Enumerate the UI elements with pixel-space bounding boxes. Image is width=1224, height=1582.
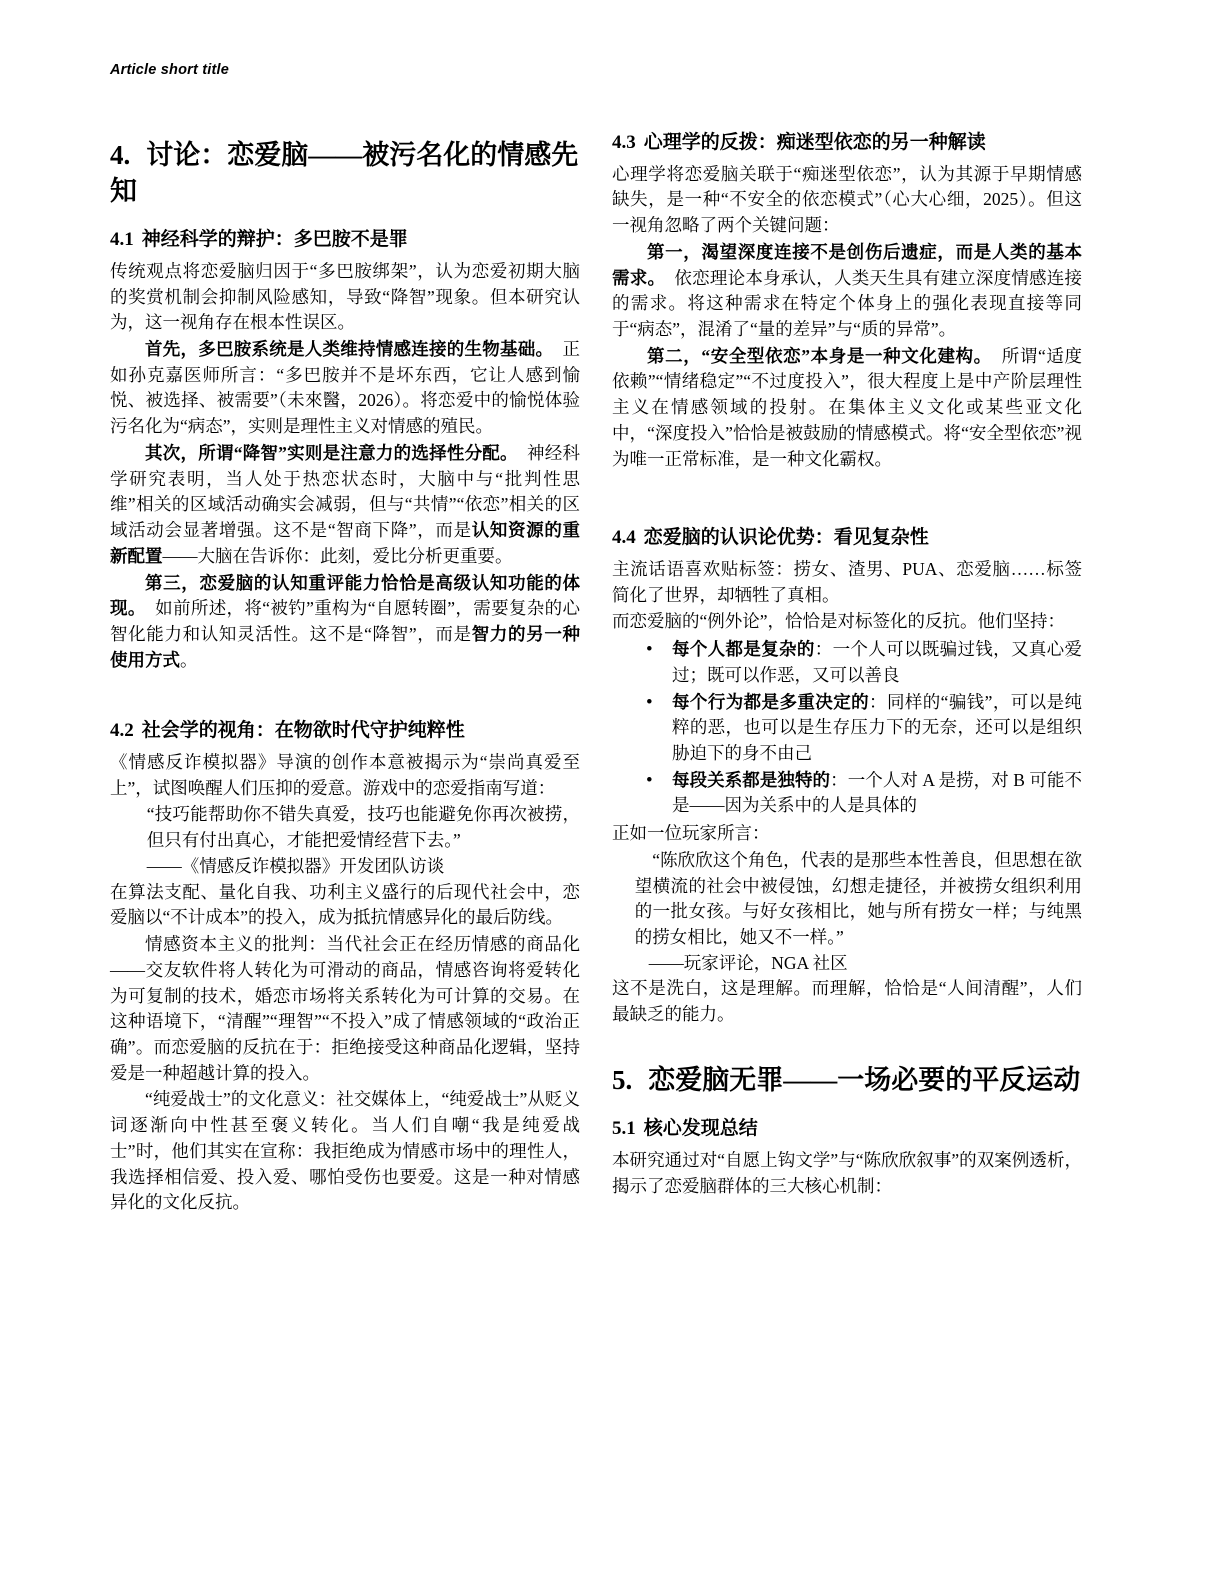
paragraph-text: 神经科学研究表明，当人处于热恋状态时，大脑中与“批判性思维”相关的区域活动确实会减弱，但与“共情”“依恋”相关的区域活动会显著增强。这不是“智商下降”，而是 bbox=[110, 442, 581, 541]
list-item-text: ：同样的“骗钱”，可以是纯粹的恶，也可以是生存压力下的无奈，还可以是组织胁迫下的身不由己 bbox=[672, 691, 1082, 763]
paragraph bbox=[612, 344, 1082, 473]
emphasis: 第一，渴望深度连接不是创伤后遗症，而是人类的基本需求。 bbox=[612, 241, 1082, 288]
spacer bbox=[110, 674, 580, 700]
section-number-4: 4. bbox=[110, 140, 131, 170]
spacer bbox=[612, 473, 1082, 507]
paragraph bbox=[110, 337, 580, 440]
subsection-title-4-4: 恋爱脑的认识论优势：看见复杂性 bbox=[643, 527, 929, 549]
subsection-title-4-3: 心理学的反拨：痴迷型依恋的另一种解读 bbox=[643, 132, 986, 153]
section-heading-4 bbox=[110, 138, 580, 209]
spacer bbox=[612, 1029, 1082, 1055]
subsection-heading-4-2 bbox=[110, 718, 580, 744]
paragraph-text: 如前所述，将“被钓”重构为“自愿转圈”，需要复杂的心智化能力和认知灵活性。这不是“降智”，而是 bbox=[110, 598, 580, 644]
two-column-body bbox=[110, 130, 1120, 1217]
paragraph bbox=[110, 441, 580, 570]
subsection-heading-5-1 bbox=[612, 1116, 1082, 1142]
emphasis: 首先，多巴胺系统是人类维持情感连接的生物基础。 bbox=[145, 339, 554, 360]
paragraph: 正如一位玩家所言： bbox=[612, 823, 770, 844]
subsection-heading-4-4 bbox=[612, 525, 1082, 551]
paragraph: 这不是洗白，这是理解。而理解，恰恰是“人间清醒”，人们最缺乏的能力。 bbox=[612, 978, 1082, 1025]
paragraph bbox=[612, 240, 1082, 343]
running-head: Article short title bbox=[110, 62, 230, 78]
emphasis: 每个人都是复杂的 bbox=[672, 639, 815, 660]
subsection-number-4-4: 4.4 bbox=[612, 527, 636, 549]
paragraph-text: 正如孙克嘉医师所言：“多巴胺并不是坏东西，它让人感到愉悦、被选择、被需要”（未來醫，2026）。将恋爱中的愉悦体验污名化为“病态”，实则是理性主义对情感的殖民。 bbox=[110, 339, 580, 437]
left-column bbox=[110, 130, 580, 1217]
subsection-heading-4-3 bbox=[612, 130, 1082, 156]
block-quote-source: ——玩家评论，NGA 社区 bbox=[648, 952, 848, 973]
subsection-title-5-1: 核心发现总结 bbox=[643, 1118, 758, 1140]
subsection-number-5-1: 5.1 bbox=[612, 1118, 636, 1140]
list-item bbox=[668, 768, 1082, 819]
emphasis: 认知资源的重新配置 bbox=[110, 520, 580, 566]
list-item-text: ：一个人可以既骗过钱，又真心爱过；既可以作恶，又可以善良 bbox=[672, 639, 1083, 685]
emphasis: 每个行为都是多重决定的 bbox=[672, 691, 870, 712]
right-column bbox=[612, 130, 1082, 1217]
section-number-5: 5. bbox=[612, 1064, 633, 1095]
subsection-number-4-2: 4.2 bbox=[110, 720, 134, 742]
list-item-text: ：一个人对 A 是捞，对 B 可能不是——因为关系中的人是具体的 bbox=[672, 769, 1082, 816]
paragraph bbox=[110, 571, 580, 674]
block-quote: “技巧能帮助你不错失真爱，技巧也能避免你再次被捞，但只有付出真心，才能把爱情经营下去。” bbox=[146, 804, 580, 851]
emphasis: 智力的另一种使用方式 bbox=[110, 623, 580, 670]
paragraph-text: 所谓“适度依赖”“情绪稳定”“不过度投入”，很大程度上是中产阶层理性主义在情感领域的投射。在集体主义文化或某些亚文化中，“深度投入”恰恰是被鼓励的情感模式。将“安全型依恋”视为唯一正常标准，是一种文化霸权。 bbox=[612, 345, 1083, 469]
paragraph: 而恋爱脑的“例外论”，恰恰是对标签化的反抗。他们坚持： bbox=[612, 611, 1066, 632]
paragraph: 本研究通过对“自愿上钩文学”与“陈欣欣叙事”的双案例透析，揭示了恋爱脑群体的三大核心机制： bbox=[612, 1150, 1082, 1196]
emphasis: 第二，“安全型依恋”本身是一种文化建构。 bbox=[647, 345, 992, 366]
paragraph: 在算法支配、量化自我、功利主义盛行的后现代社会中，恋爱脑以“不计成本”的投入，成为抵抗情感异化的最后防线。 bbox=[110, 881, 580, 928]
paragraph: 《情感反诈模拟器》导演的创作本意被揭示为“崇尚真爱至上”，试图唤醒人们压抑的爱意。游戏中的恋爱指南写道： bbox=[110, 752, 580, 798]
paragraph: “纯爱战士”的文化意义：社交媒体上，“纯爱战士”从贬义词逐渐向中性甚至褒义转化。当人们自嘲“我是纯爱战士”时，他们其实在宣称：我拒绝成为情感市场中的理性人，我选择相信爱、投入爱、哪怕受伤也要爱。这是一种对情感异化的文化反抗。 bbox=[110, 1089, 580, 1213]
block-quote: “陈欣欣这个角色，代表的是那些本性善良，但思想在欲望横流的社会中被侵蚀，幻想走捷径，并被捞女组织利用的一批女孩。与好女孩相比，她与所有捞女一样；与纯黑的捞女相比，她又不一样。” bbox=[634, 849, 1082, 947]
subsection-title-4-2: 社会学的视角：在物欲时代守护纯粹性 bbox=[141, 720, 465, 742]
paragraph: 情感资本主义的批判：当代社会正在经历情感的商品化——交友软件将人转化为可滑动的商品，情感咨询将爱转化为可复制的技术，婚恋市场将关系转化为可计算的交易。在这种语境下，“清醒”“理智”“不投入”成了情感领域的“政治正确”。而恋爱脑的反抗在于：拒绝接受这种商品化逻辑，坚持爱是一种超越计算的投入。 bbox=[110, 934, 580, 1083]
section-title-5: 恋爱脑无罪——一场必要的平反运动 bbox=[648, 1064, 1081, 1095]
block-quote-source: ——《情感反诈模拟器》开发团队访谈 bbox=[146, 855, 445, 876]
paragraph-text: 。 bbox=[180, 649, 198, 670]
paragraph-text: ——大脑在告诉你：此刻，爱比分析更重要。 bbox=[162, 545, 513, 566]
emphasis: 每段关系都是独特的 bbox=[672, 769, 831, 790]
subsection-heading-4-1 bbox=[110, 227, 580, 253]
section-title-4: 讨论：恋爱脑——被污名化的情感先知 bbox=[110, 140, 579, 206]
paragraph-text: 依恋理论本身承认，人类天生具有建立深度情感连接的需求。将这种需求在特定个体身上的强化表现直接等同于“病态”，混淆了“量的差异”与“质的异常”。 bbox=[612, 267, 1083, 339]
subsection-number-4-3: 4.3 bbox=[612, 132, 636, 153]
emphasis: 其次，所谓“降智”实则是注意力的选择性分配。 bbox=[145, 442, 518, 463]
paragraph: 主流话语喜欢贴标签：捞女、渣男、PUA、恋爱脑……标签简化了世界，却牺牲了真相。 bbox=[612, 558, 1082, 605]
paragraph: 传统观点将恋爱脑归因于“多巴胺绑架”，认为恋爱初期大脑的奖赏机制会抑制风险感知，导致“降智”现象。但本研究认为，这一视角存在根本性误区。 bbox=[110, 260, 580, 333]
section-heading-5 bbox=[612, 1063, 1082, 1099]
emphasis: 第三，恋爱脑的认知重评能力恰恰是高级认知功能的体现。 bbox=[110, 572, 580, 619]
list-item bbox=[668, 637, 1082, 688]
paragraph: 心理学将恋爱脑关联于“痴迷型依恋”，认为其源于早期情感缺失，是一种“不安全的依恋模式”（心大心细，2025）。但这一视角忽略了两个关键问题： bbox=[612, 163, 1082, 236]
subsection-title-4-1: 神经科学的辩护：多巴胺不是罪 bbox=[141, 229, 408, 251]
bullet-list bbox=[612, 637, 1082, 819]
subsection-number-4-1: 4.1 bbox=[110, 229, 134, 251]
list-item bbox=[668, 690, 1082, 767]
